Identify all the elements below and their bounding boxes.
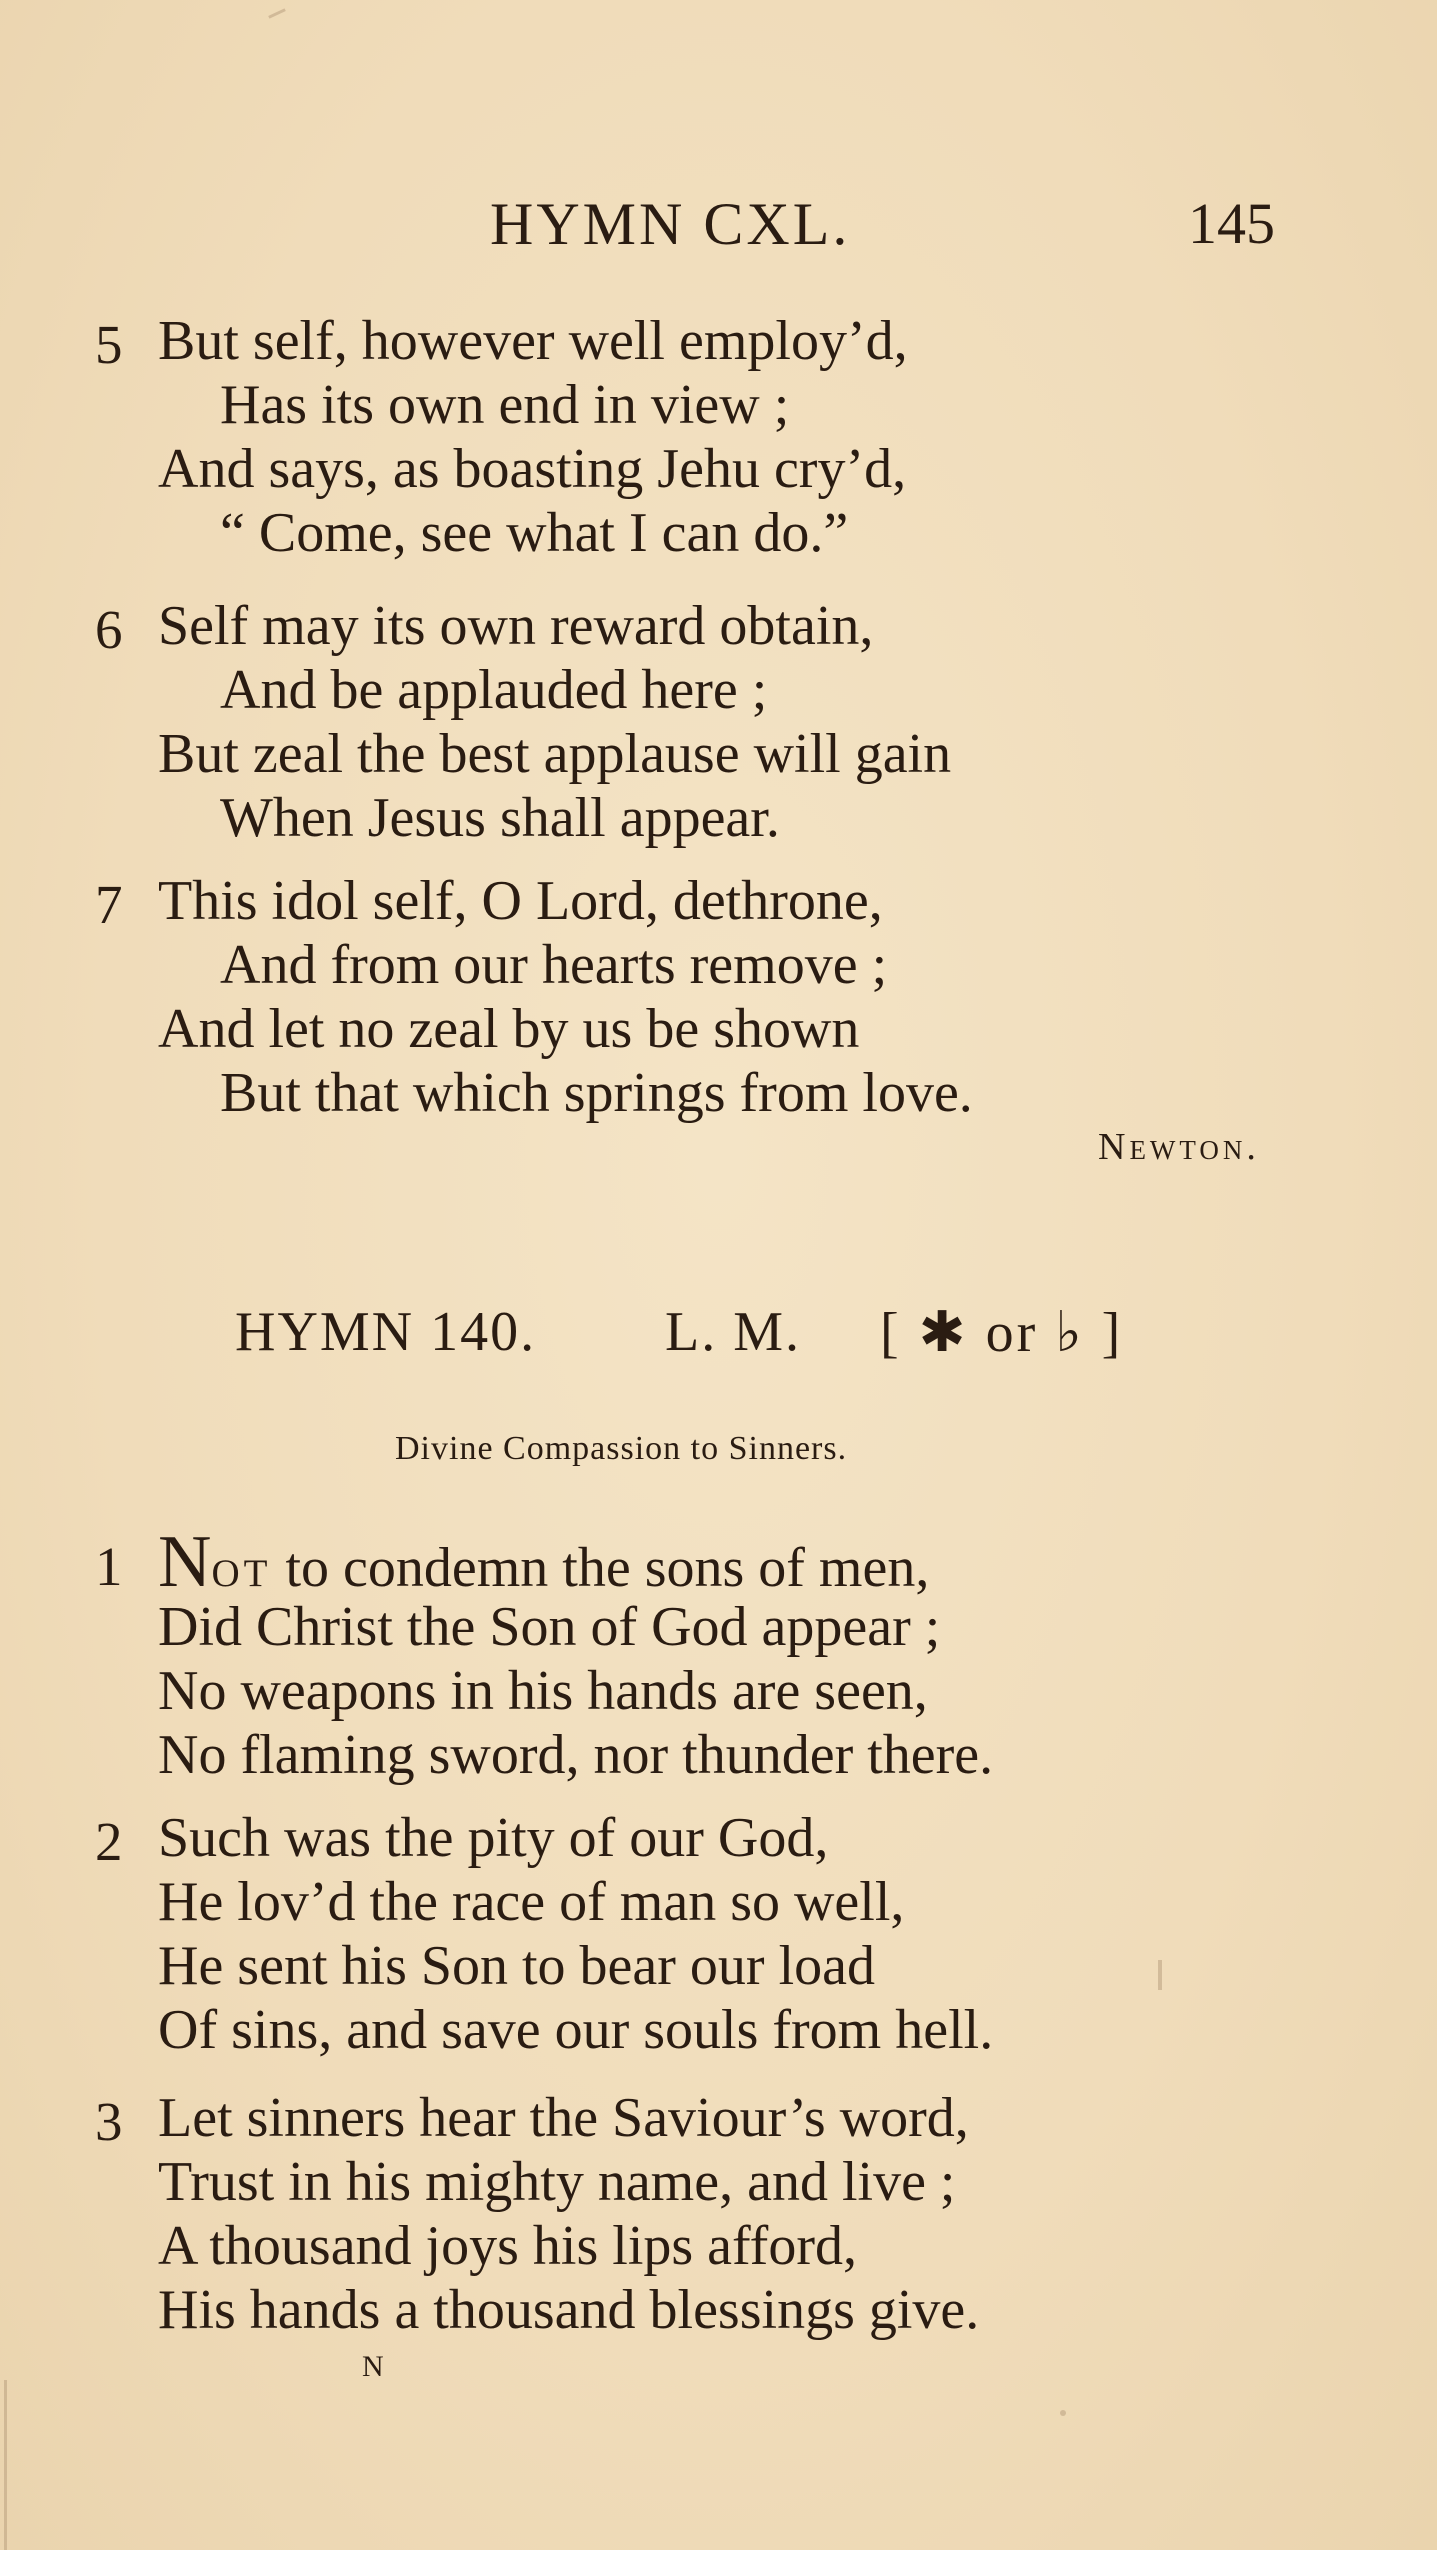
verse-line: This idol self, O Lord, dethrone, xyxy=(158,870,883,932)
verse-line: No weapons in his hands are seen, xyxy=(158,1660,928,1722)
hymn-subject: Divine Compassion to Sinners. xyxy=(395,1430,848,1467)
stanza-number: 7 xyxy=(95,874,123,935)
small-caps-text: ot xyxy=(211,1537,272,1599)
verse-line: And from our hearts remove ; xyxy=(220,934,888,996)
verse-line: His hands a thousand blessings give. xyxy=(158,2279,980,2341)
running-head xyxy=(0,190,1437,260)
verse-line: And let no zeal by us be shown xyxy=(158,998,860,1060)
verse-line: And be applauded here ; xyxy=(220,659,768,721)
verse-line: Of sins, and save our souls from hell. xyxy=(158,1999,994,2061)
verse-line: But zeal the best applause will gain xyxy=(158,723,952,785)
paper-speck xyxy=(268,8,286,18)
page-number: 145 xyxy=(1188,191,1275,256)
stanza-number: 5 xyxy=(95,314,123,375)
line-rest: to condemn the sons of men, xyxy=(271,1537,930,1599)
stanza-number: 3 xyxy=(95,2091,123,2152)
signature-mark: N xyxy=(362,2350,384,2383)
paper-speck xyxy=(1158,1960,1162,1990)
verse-line xyxy=(158,1521,930,1603)
drop-cap: N xyxy=(158,1521,212,1603)
paper-speck xyxy=(1060,2410,1066,2416)
verse-line: A thousand joys his lips afford, xyxy=(158,2215,857,2277)
hymn-title: HYMN 140. xyxy=(235,1301,537,1363)
verse-line: Such was the pity of our God, xyxy=(158,1807,829,1869)
verse-line: Let sinners hear the Saviour’s word, xyxy=(158,2087,969,2149)
verse-line: No flaming sword, nor thunder there. xyxy=(158,1724,994,1786)
hymn-key: [ ✱ or ♭ ] xyxy=(880,1302,1124,1364)
hymn-heading xyxy=(0,1300,1437,1380)
stanza-number: 2 xyxy=(95,1811,123,1872)
verse-line: Self may its own reward obtain, xyxy=(158,595,874,657)
verse-line: “ Come, see what I can do.” xyxy=(220,502,849,564)
verse-line: But that which springs from love. xyxy=(220,1062,973,1124)
running-title: HYMN CXL. xyxy=(490,191,851,257)
verse-line: When Jesus shall appear. xyxy=(220,787,780,849)
verse-line: Did Christ the Son of God appear ; xyxy=(158,1596,941,1658)
verse-line: He sent his Son to bear our load xyxy=(158,1935,875,1997)
verse-line: Trust in his mighty name, and live ; xyxy=(158,2151,956,2213)
stanza-number: 1 xyxy=(95,1536,123,1597)
verse-line: But self, however well employ’d, xyxy=(158,310,908,372)
verse-line: He lov’d the race of man so well, xyxy=(158,1871,905,1933)
stanza-number: 6 xyxy=(95,599,123,660)
binding-edge xyxy=(4,2380,7,2550)
hymn-meter: L. M. xyxy=(665,1301,801,1363)
verse-line: And says, as boasting Jehu cry’d, xyxy=(158,438,907,500)
author-attribution: Newton. xyxy=(1098,1126,1260,1168)
verse-line: Has its own end in view ; xyxy=(220,374,790,436)
